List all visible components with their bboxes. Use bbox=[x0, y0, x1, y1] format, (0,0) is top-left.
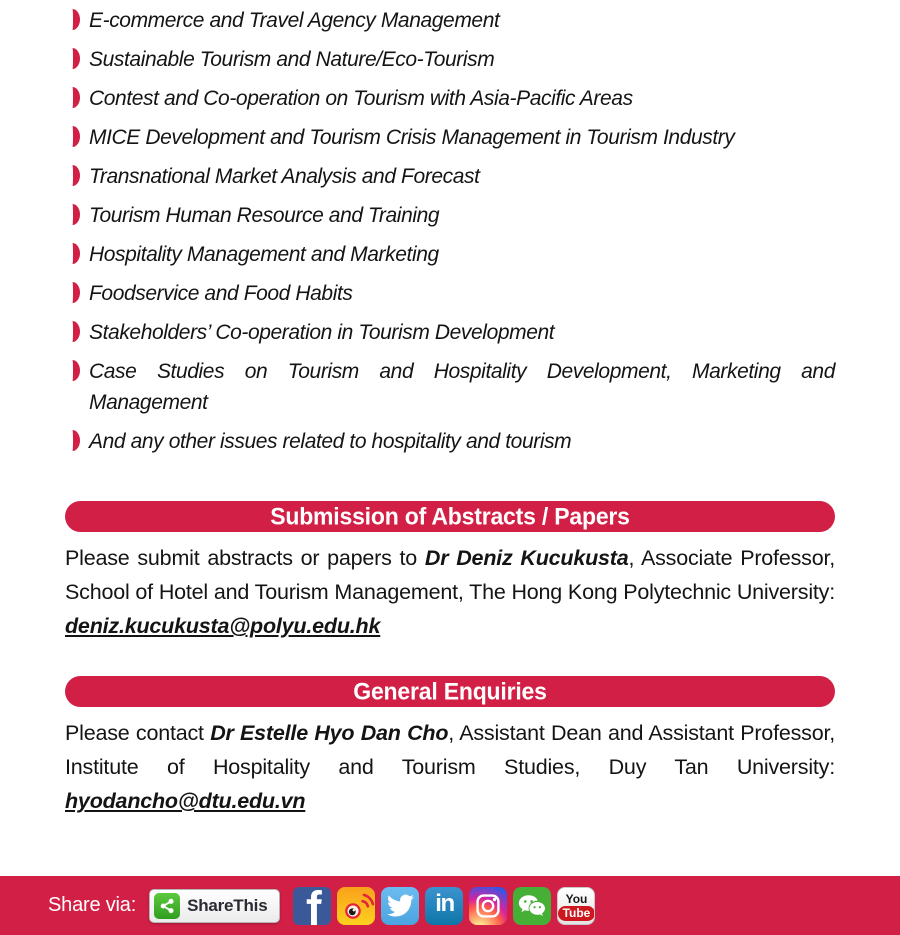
wechat-icon[interactable] bbox=[513, 887, 551, 925]
enquiries-email-link[interactable]: hyodancho@dtu.edu.vn bbox=[65, 789, 306, 813]
list-item bbox=[65, 44, 835, 75]
topic-label: Hospitality Management and Marketing bbox=[89, 243, 439, 266]
list-item bbox=[65, 122, 835, 153]
sharethis-button[interactable] bbox=[149, 889, 280, 923]
topic-label: Tourism Human Resource and Training bbox=[89, 204, 440, 227]
topic-label: E-commerce and Travel Agency Management bbox=[89, 9, 500, 32]
crescent-bullet-icon bbox=[65, 48, 80, 69]
crescent-bullet-icon bbox=[65, 9, 80, 30]
list-item bbox=[65, 278, 835, 309]
topic-label: Stakeholders’ Co-operation in Tourism Development bbox=[89, 321, 555, 344]
topic-label: Transnational Market Analysis and Forecast bbox=[89, 165, 480, 188]
share-via-label: Share via: bbox=[48, 894, 137, 916]
topic-label: And any other issues related to hospitality and tourism bbox=[89, 430, 572, 453]
crescent-bullet-icon bbox=[65, 243, 80, 264]
topic-label: MICE Development and Tourism Crisis Management in Tourism Industry bbox=[89, 126, 735, 149]
topic-label: Sustainable Tourism and Nature/Eco-Tourism bbox=[89, 48, 495, 71]
crescent-bullet-icon bbox=[65, 282, 80, 303]
instagram-icon[interactable] bbox=[469, 887, 507, 925]
enquiries-text-before: Please contact bbox=[65, 721, 211, 745]
social-icons-row bbox=[293, 887, 595, 925]
submission-contact-name: Dr Deniz Kucukusta bbox=[424, 546, 629, 570]
twitter-icon[interactable] bbox=[381, 887, 419, 925]
list-item bbox=[65, 200, 835, 231]
submission-email-link[interactable]: deniz.kucukusta@polyu.edu.hk bbox=[65, 614, 381, 638]
list-item bbox=[65, 239, 835, 270]
crescent-bullet-icon bbox=[65, 126, 80, 147]
enquiries-text-after: , Assistant Dean and Assistant Professor, Institute of Hospitality and Tourism Studies, Duy Tan University: bbox=[65, 721, 836, 779]
submission-heading bbox=[65, 501, 835, 532]
youtube-you-label: You bbox=[565, 891, 588, 906]
list-item bbox=[65, 317, 835, 348]
submission-paragraph bbox=[65, 541, 835, 643]
submission-text-before: Please submit abstracts or papers to bbox=[65, 546, 425, 570]
youtube-tube-label: Tube bbox=[558, 906, 596, 921]
crescent-bullet-icon bbox=[65, 165, 80, 186]
list-item bbox=[65, 161, 835, 192]
topic-label: Foodservice and Food Habits bbox=[89, 282, 353, 305]
sharethis-label: ShareThis bbox=[187, 895, 268, 915]
list-item bbox=[65, 356, 835, 418]
share-bar bbox=[0, 876, 900, 935]
youtube-icon[interactable] bbox=[557, 887, 595, 925]
list-item bbox=[65, 5, 835, 36]
weibo-icon[interactable] bbox=[337, 887, 375, 925]
crescent-bullet-icon bbox=[65, 430, 80, 451]
topics-list bbox=[65, 5, 835, 457]
linkedin-icon[interactable] bbox=[425, 887, 463, 925]
enquiries-paragraph bbox=[65, 716, 835, 818]
enquiries-heading-label: General Enquiries bbox=[353, 677, 547, 705]
crescent-bullet-icon bbox=[65, 204, 80, 225]
enquiries-contact-name: Dr Estelle Hyo Dan Cho bbox=[210, 721, 449, 745]
topic-label: Contest and Co-operation on Tourism with Asia-Pacific Areas bbox=[89, 87, 633, 110]
list-item bbox=[65, 426, 835, 457]
enquiries-heading bbox=[65, 676, 835, 707]
topic-label: Case Studies on Tourism and Hospitality Development, Marketing and Management bbox=[89, 360, 835, 414]
linkedin-label: in bbox=[435, 890, 454, 917]
crescent-bullet-icon bbox=[65, 360, 80, 381]
submission-heading-label: Submission of Abstracts / Papers bbox=[270, 502, 630, 530]
list-item bbox=[65, 83, 835, 114]
crescent-bullet-icon bbox=[65, 321, 80, 342]
crescent-bullet-icon bbox=[65, 87, 80, 108]
facebook-icon[interactable] bbox=[293, 887, 331, 925]
sharethis-icon bbox=[154, 893, 180, 919]
submission-text-after: , Associate Professor, School of Hotel and Tourism Management, The Hong Kong Polytechnic University: bbox=[65, 546, 835, 604]
